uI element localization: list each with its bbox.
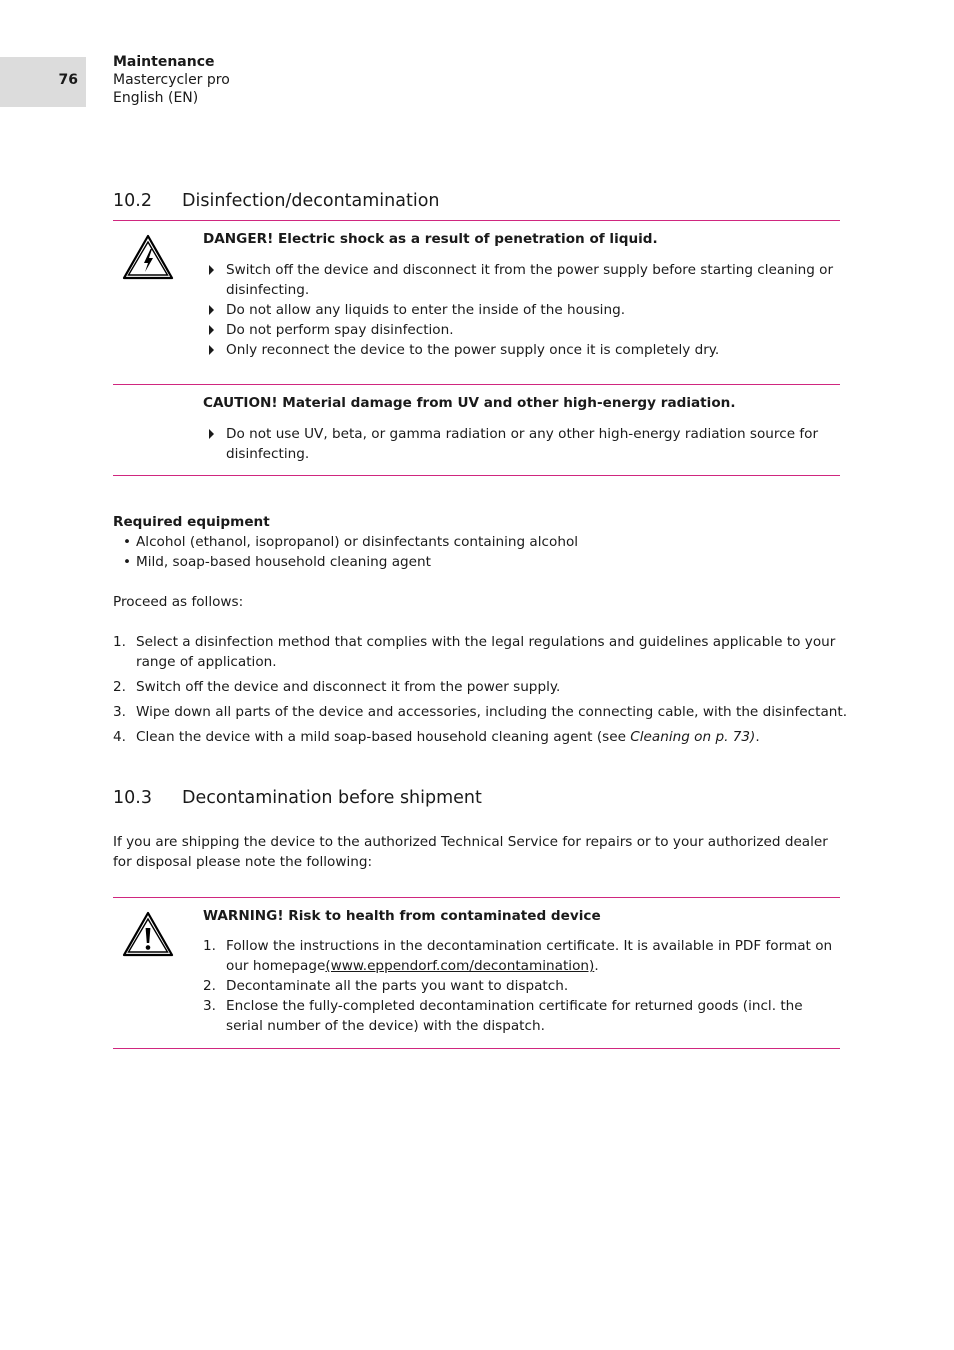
cross-reference-link[interactable]: Cleaning on p. 73)	[630, 729, 756, 745]
header-language: English (EN)	[113, 90, 199, 106]
arrow-bullet-icon	[209, 305, 214, 315]
page-number-tab	[0, 57, 86, 107]
section-title: Decontamination before shipment	[182, 788, 482, 808]
list-item: • Alcohol (ethanol, isopropanol) or disinfectants containing alcohol	[123, 534, 579, 550]
list-item: Do not perform spay disinfection.	[203, 320, 840, 340]
proceed-text: Proceed as follows:	[113, 594, 244, 610]
list-item: 1. Follow the instructions in the decontamination certificate. It is available in PDF format on our homepage(www.eppendorf.com/decontamination).	[203, 938, 833, 974]
warning-notice	[203, 906, 840, 1036]
decontamination-link[interactable]: (www.eppendorf.com/decontamination)	[325, 958, 595, 974]
danger-heading: DANGER! Electric shock as a result of penetration of liquid.	[203, 231, 658, 247]
list-item: 3. Enclose the fully-completed decontamination certificate for returned goods (incl. the serial number of the device) with the dispatch.	[203, 998, 803, 1034]
required-equipment-heading: Required equipment	[113, 514, 270, 530]
divider-rule	[113, 475, 840, 476]
list-item: Do not use UV, beta, or gamma radiation or any other high-energy radiation source for disinfecting.	[203, 424, 840, 464]
caution-heading: CAUTION! Material damage from UV and other high-energy radiation.	[203, 395, 736, 411]
section-heading-10-2	[113, 190, 440, 212]
danger-notice	[203, 229, 840, 360]
divider-rule	[113, 220, 840, 221]
electric-hazard-icon	[122, 234, 174, 280]
warning-heading: WARNING! Risk to health from contaminated device	[203, 908, 601, 924]
procedure-list	[113, 632, 853, 752]
divider-rule	[113, 897, 840, 898]
required-equipment	[113, 512, 840, 572]
list-item: 1. Select a disinfection method that complies with the legal regulations and guidelines applicable to your range of application.	[113, 634, 836, 670]
divider-rule	[113, 384, 840, 385]
page-number: 76	[58, 72, 78, 88]
exclamation-warning-icon	[122, 911, 174, 957]
bullet-icon: •	[123, 554, 132, 570]
arrow-bullet-icon	[209, 429, 214, 439]
running-header	[113, 53, 230, 107]
caution-steps	[203, 424, 840, 464]
caution-notice	[203, 393, 840, 464]
arrow-bullet-icon	[209, 325, 214, 335]
divider-rule	[113, 1048, 840, 1049]
section-heading-10-3	[113, 787, 482, 809]
equipment-list	[113, 532, 840, 572]
section-number: 10.3	[113, 788, 152, 808]
header-product: Mastercycler pro	[113, 72, 230, 88]
list-item: Do not allow any liquids to enter the inside of the housing.	[203, 300, 840, 320]
danger-steps	[203, 260, 840, 360]
list-item: 3. Wipe down all parts of the device and accessories, including the connecting cable, with the disinfectant.	[113, 704, 848, 720]
list-item: 4. Clean the device with a mild soap-based household cleaning agent (see Cleaning on p. 73).	[113, 729, 760, 745]
intro-paragraph: If you are shipping the device to the authorized Technical Service for repairs or to your authorized dealer for disposal please note the following:	[113, 834, 828, 870]
list-item: 2. Switch off the device and disconnect it from the power supply.	[113, 679, 561, 695]
warning-steps	[203, 936, 840, 1036]
bullet-icon: •	[123, 534, 132, 550]
header-chapter-title: Maintenance	[113, 54, 215, 70]
list-item: Switch off the device and disconnect it from the power supply before starting cleaning or disinfecting.	[203, 260, 840, 300]
arrow-bullet-icon	[209, 265, 214, 275]
arrow-bullet-icon	[209, 345, 214, 355]
list-item: 2. Decontaminate all the parts you want to dispatch.	[203, 978, 569, 994]
section-number: 10.2	[113, 191, 152, 211]
list-item: • Mild, soap-based household cleaning agent	[123, 554, 431, 570]
section-title: Disinfection/decontamination	[182, 191, 440, 211]
list-item: Only reconnect the device to the power supply once it is completely dry.	[203, 340, 840, 360]
